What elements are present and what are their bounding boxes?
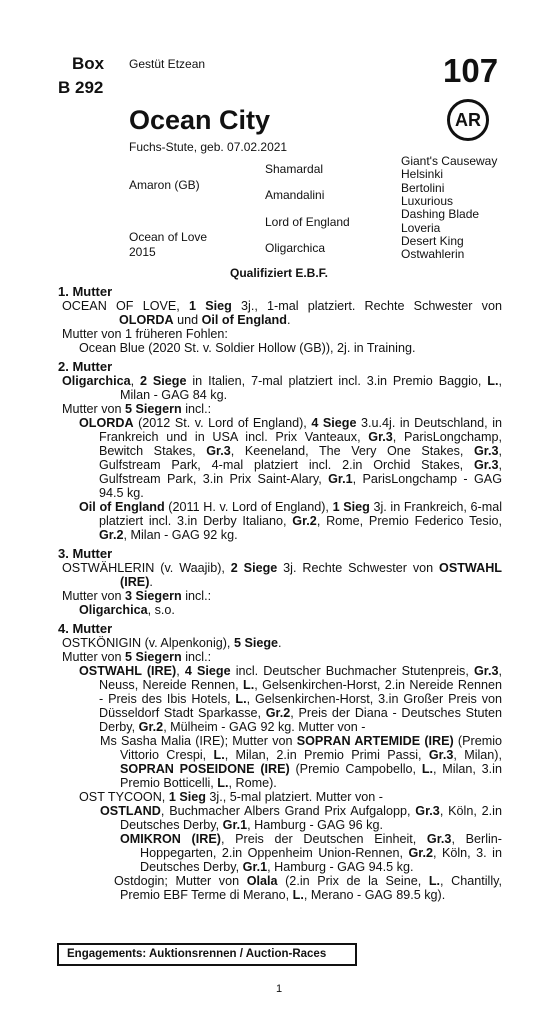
engagements-box: Engagements: Auktionsrennen / Auction-Races [57,943,357,966]
produce-entry: OLORDA (2012 St. v. Lord of England), 4 Siege 3.u.4j. in Deutschland, in Frankreich und in USA incl. Prix Vanteaux, Gr.3, ParisLongchamp, Bewitch Stakes, Gr.3, Keeneland, The Very One Stakes, Gr.3, Gulfstream Park, 4-mal platziert incl. 2.in Orchid Stakes, Gr.3, Gulfstream Park, 3.in Prix Saint-Alary, Gr.1, ParisLongchamp - GAG 94.5 kg. [79,416,503,500]
produce-heading: Mutter von 3 Siegern incl.: [62,589,212,603]
pedigree-dam: Ocean of Love [129,230,208,244]
produce-entry: Ocean Blue (2020 St. v. Soldier Hollow (GB)), 2j. in Training. [79,341,416,355]
pedigree-gen3-item: Luxurious [401,194,454,208]
box-code: B 292 [58,78,104,97]
dam-entry: OSTKÖNIGIN (v. Alpenkonig), 5 Siege. [62,636,282,650]
dam-entry: OSTWÄHLERIN (v. Waajib), 2 Siege 3j. Rechte Schwester von OSTWAHL (IRE). [62,561,502,589]
pedigree-gen3-item: Desert King [401,234,464,248]
produce-heading: Mutter von 5 Siegern incl.: [62,402,212,416]
pedigree-gen3-item: Ostwahlerin [401,247,465,261]
family-details [58,284,502,902]
section-heading: 3. Mutter [58,546,113,561]
produce-entry: OST TYCOON, 1 Sieg 3j., 5-mal platziert. Mutter von - [79,790,383,804]
section-heading: 1. Mutter [58,284,113,299]
pedigree-gen3-item: Bertolini [401,181,445,195]
produce-entry: Oil of England (2011 H. v. Lord of England), 1 Sieg 3j. in Frankreich, 6-mal platziert incl. 3.in Derby Italiano, Gr.2, Rome, Premio Federico Tesio, Gr.2, Milan - GAG 92 kg. [79,500,502,542]
dam-entry: Oligarchica, 2 Siege in Italien, 7-mal platziert incl. 3.in Premio Baggio, L., Milan - GAG 84 kg. [62,374,502,402]
produce-entry: OSTLAND, Buchmacher Albers Grand Prix Aufgalopp, Gr.3, Köln, 2.in Deutsches Derby, Gr.1, Hamburg - GAG 96 kg. [100,804,502,832]
produce-heading: Mutter von 5 Siegern incl.: [62,650,212,664]
pedigree-gen3-item: Helsinki [401,167,444,181]
produce-heading: Mutter von 1 früheren Fohlen: [62,327,228,341]
horse-description: Fuchs-Stute, geb. 07.02.2021 [129,140,288,154]
produce-entry: OMIKRON (IRE), Preis der Deutschen Einheit, Gr.3, Berlin-Hoppegarten, 2.in Oppenheim Union-Rennen, Gr.2, Köln, 3. in Deutsches Derby, Gr.1, Hamburg - GAG 94.5 kg. [120,832,503,874]
section-heading: 2. Mutter [58,359,113,374]
horse-name: Ocean City [129,105,271,135]
pedigree-gen2-item: Lord of England [265,215,350,229]
produce-entry: Oligarchica, s.o. [79,603,175,617]
pedigree-gen2-item: Amandalini [265,188,325,202]
produce-entry: OSTWAHL (IRE), 4 Siege incl. Deutscher Buchmacher Stutenpreis, Gr.3, Neuss, Nereide Rennen, L., Gelsenkirchen-Horst, 2.in Nereide Rennen - Preis des Ibis Hotels, L., Gelsenkirchen-Horst, 3.in Großer Preis von Düsseldorf Stadt Sparkasse, Gr.2, Preis der Diana - Deutsches Stuten Derby, Gr.2, Mülheim - GAG 92 kg. Mutter von - [79,664,502,734]
breeder-name: Gestüt Etzean [129,57,206,71]
dam-entry: OCEAN OF LOVE, 1 Sieg 3j., 1-mal platziert. Rechte Schwester von OLORDA und Oil of England. [62,299,502,327]
pedigree-gen3-item: Giant's Causeway [401,154,498,168]
produce-entry: Ms Sasha Malia (IRE); Mutter von SOPRAN ARTEMIDE (IRE) (Premio Vittorio Crespi, L., Milan, 2.in Premio Primi Passi, Gr.3, Milan), SOPRAN POSEIDONE (IRE) (Premio Campobello, L., Milan, 3.in Premio Botticelli, L., Rome). [100,734,502,790]
page-number: 1 [275,983,283,995]
pedigree-gen3-item: Loveria [401,221,441,235]
pedigree-gen2-item: Shamardal [265,162,324,176]
produce-entry: Ostdogin; Mutter von Olala (2.in Prix de la Seine, L., Chantilly, Premio EBF Terme di Merano, L., Merano - GAG 89.5 kg). [114,874,502,902]
pedigree-sire: Amaron (GB) [129,178,200,192]
qualified-note: Qualifiziert E.B.F. [229,266,328,280]
lot-number: 107 [443,52,499,89]
ar-badge: AR [447,99,489,141]
section-heading: 4. Mutter [58,621,113,636]
pedigree-gen2-item: Oligarchica [265,241,326,255]
pedigree-gen3-item: Dashing Blade [401,207,480,221]
box-label: Box [72,54,105,73]
pedigree-dam-year: 2015 [129,245,156,259]
